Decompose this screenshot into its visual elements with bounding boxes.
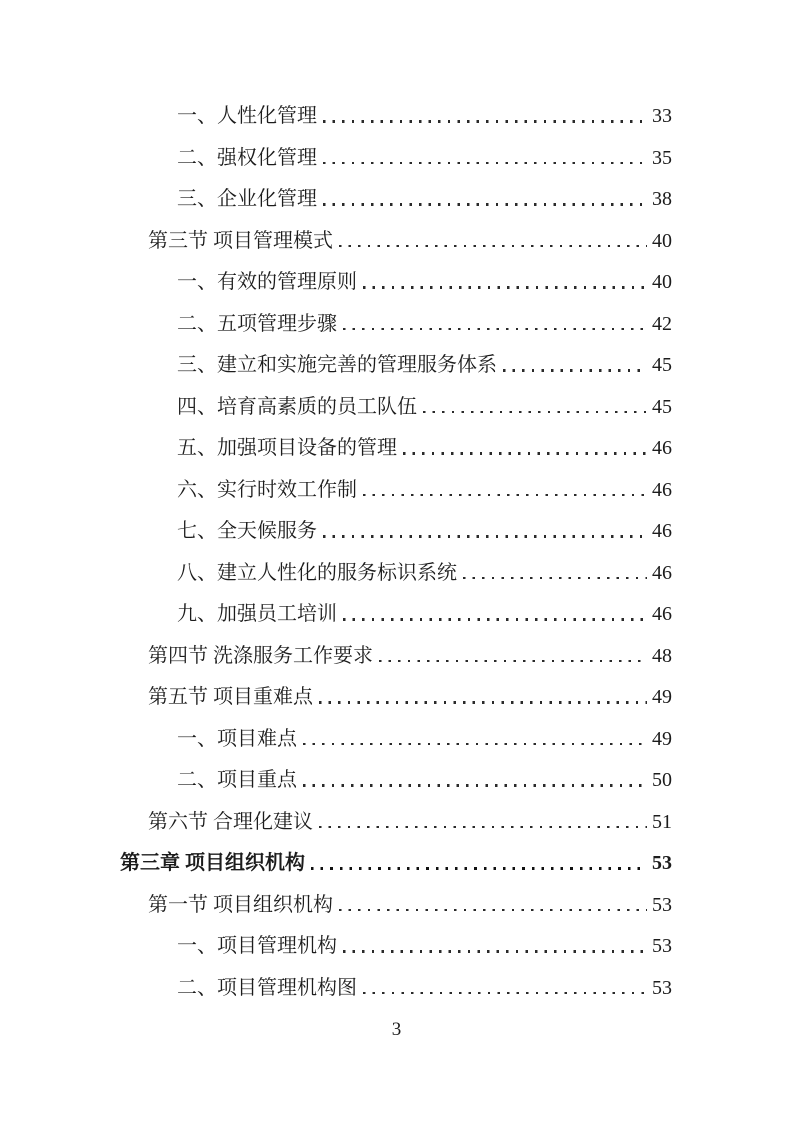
toc-entry-label: 三、企业化管理 (177, 188, 317, 210)
toc-entry-page: 49 (652, 686, 672, 708)
dot-leader (311, 867, 647, 869)
toc-row[interactable] (120, 262, 672, 304)
toc-entry-label: 六、实行时效工作制 (177, 478, 357, 501)
toc-entry-page: 46 (652, 437, 672, 459)
toc-entry-page: 40 (652, 229, 672, 252)
dot-leader (319, 701, 647, 703)
toc-entry-page: 42 (652, 312, 672, 335)
toc-row[interactable] (120, 760, 672, 802)
toc-entry-label: 第五节 项目重难点 (148, 686, 313, 708)
dot-leader (339, 245, 647, 247)
toc-entry-page: 50 (652, 769, 672, 791)
toc-row[interactable] (120, 594, 672, 636)
toc-entry-label: 一、项目难点 (177, 727, 297, 750)
toc-entry-label: 一、项目管理机构 (177, 935, 337, 957)
toc-entry-page: 45 (652, 354, 672, 376)
toc-row[interactable] (120, 387, 672, 429)
toc-row[interactable] (120, 843, 672, 885)
dot-leader (303, 743, 647, 745)
dot-leader (343, 328, 647, 330)
toc-entry-label: 第一节 项目组织机构 (148, 893, 333, 916)
toc-entry-label: 一、有效的管理原则 (177, 271, 357, 293)
dot-leader (403, 452, 647, 454)
toc-entry-page: 53 (652, 852, 672, 874)
dot-leader (363, 494, 647, 496)
toc-entry-label: 八、建立人性化的服务标识系统 (177, 561, 457, 584)
toc-entry-label: 第三章 项目组织机构 (120, 852, 305, 874)
dot-leader (363, 286, 647, 288)
dot-leader (319, 826, 647, 828)
toc-row[interactable] (120, 470, 672, 512)
toc-entry-page: 48 (652, 644, 672, 667)
toc-row[interactable] (120, 345, 672, 387)
toc-entry-label: 一、人性化管理 (177, 105, 317, 127)
toc-row[interactable] (120, 138, 672, 180)
toc-row[interactable] (120, 926, 672, 968)
dot-leader (323, 203, 647, 205)
toc-entry-label: 七、全天候服务 (177, 520, 317, 542)
toc-entry-label: 四、培育高素质的员工队伍 (177, 395, 417, 418)
toc-row[interactable] (120, 719, 672, 761)
dot-leader (323, 120, 647, 122)
toc-row[interactable] (120, 511, 672, 553)
toc-entry-label: 五、加强项目设备的管理 (177, 437, 397, 459)
toc-entry-label: 三、建立和实施完善的管理服务体系 (177, 354, 497, 376)
toc-entry-page: 53 (652, 893, 672, 916)
toc-entry-label: 二、强权化管理 (177, 146, 317, 169)
toc-entry-label: 二、五项管理步骤 (177, 312, 337, 335)
toc-entry-page: 53 (652, 935, 672, 957)
toc-entry-label: 九、加强员工培训 (177, 603, 337, 625)
toc-entry-label: 第四节 洗涤服务工作要求 (148, 644, 373, 667)
toc-entry-page: 46 (652, 478, 672, 501)
dot-leader (423, 411, 647, 413)
dot-leader (323, 535, 647, 537)
toc-entry-label: 第六节 合理化建议 (148, 810, 313, 833)
toc-entry-page: 45 (652, 395, 672, 418)
dot-leader (339, 909, 647, 911)
dot-leader (379, 660, 647, 662)
dot-leader (343, 618, 647, 620)
toc-entry-page: 38 (652, 188, 672, 210)
toc-entry-label: 第三节 项目管理模式 (148, 229, 333, 252)
toc-row[interactable] (120, 179, 672, 221)
toc-row[interactable] (120, 304, 672, 346)
toc-row[interactable] (120, 968, 672, 1010)
dot-leader (303, 784, 647, 786)
toc-entry-label: 二、项目管理机构图 (177, 976, 357, 999)
toc-row[interactable] (120, 221, 672, 263)
toc-entry-page: 53 (652, 976, 672, 999)
toc-row[interactable] (120, 96, 672, 138)
dot-leader (343, 950, 647, 952)
toc-row[interactable] (120, 677, 672, 719)
toc-row[interactable] (120, 636, 672, 678)
toc-row[interactable] (120, 428, 672, 470)
toc-entry-page: 51 (652, 810, 672, 833)
dot-leader (363, 992, 647, 994)
dot-leader (463, 577, 647, 579)
dot-leader (323, 162, 647, 164)
toc-entry-page: 40 (652, 271, 672, 293)
toc-entry-page: 35 (652, 146, 672, 169)
dot-leader (503, 369, 647, 371)
toc-row[interactable] (120, 802, 672, 844)
toc-entry-page: 46 (652, 520, 672, 542)
toc-row[interactable] (120, 885, 672, 927)
toc-entry-page: 49 (652, 727, 672, 750)
toc-entry-page: 33 (652, 105, 672, 127)
toc-entry-label: 二、项目重点 (177, 769, 297, 791)
page-number-footer: 3 (391, 1019, 402, 1040)
toc-row[interactable] (120, 553, 672, 595)
toc-entry-page: 46 (652, 561, 672, 584)
toc-entry-page: 46 (652, 603, 672, 625)
